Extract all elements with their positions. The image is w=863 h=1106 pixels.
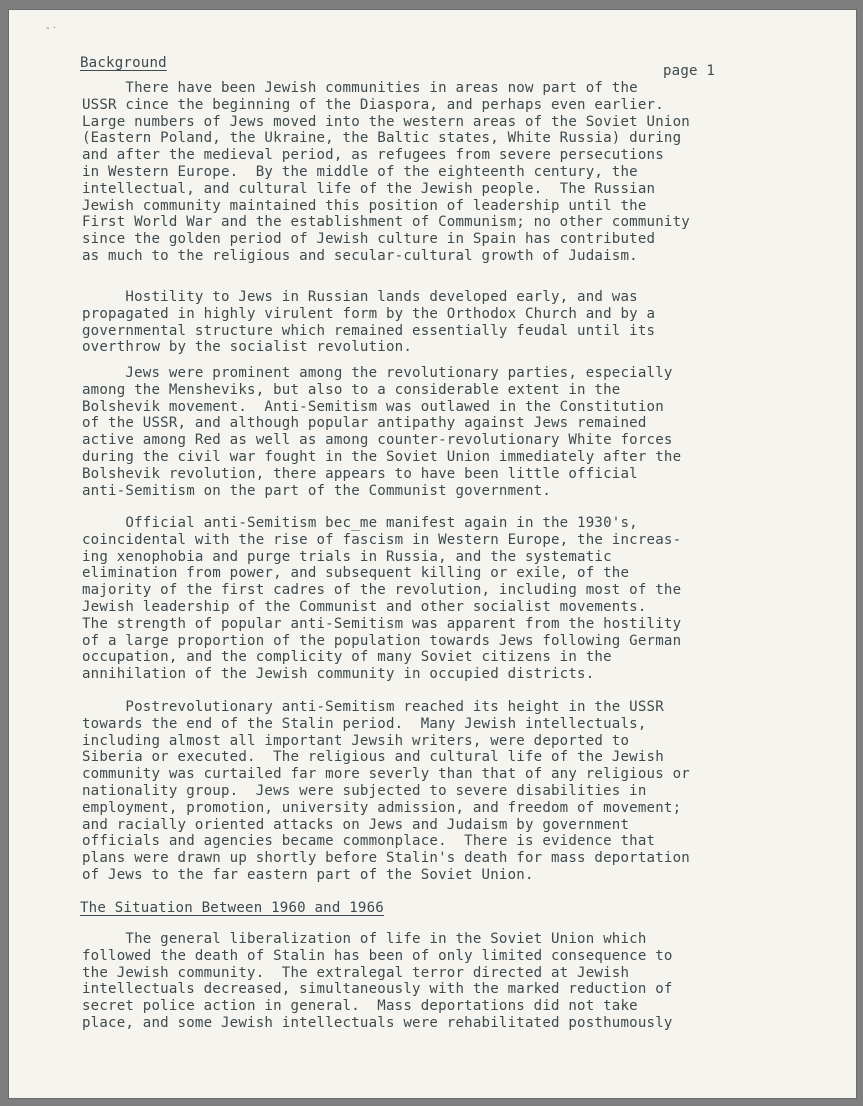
paragraph-postrevolutionary: Postrevolutionary anti-Semitism reached its height in the USSR towards the end of the Stalin period. Many Jewish intellectuals, including almost all important Jewsih writers, were deported to Siberia or executed. The religious and cultural life of the Jewish community was curtailed far more severly than that of any religious or nationality group. Jews were subjected to severe disabilities in employment, promotion, university admission, and freedom of movement; and racially oriented attacks on Jews and Judaism by government officials and agencies became commonplace. There is evidence that plans were drawn up shortly before Stalin's death for mass deportation of Jews to the far eastern part of the Soviet Union. [82, 699, 690, 883]
paragraph-official-antisemitism: Official anti-Semitism bec_me manifest again in the 1930's, coincidental with the rise of fascism in Western Europe, the increas- ing xenophobia and purge trials in Russia, and the systematic elimination from power, and subsequent killing or exile, of the majority of the first cadres of the revolution, including most of the Jewish leadership of the Communist and other socialist movements. The strength of popular anti-Semitism was apparent from the hostility of a large proportion of the population towards Jews following German occupation, and the complicity of many Soviet citizens in the annihilation of the Jewish community in occupied districts. [82, 515, 682, 683]
paragraph-revolutionary-parties: Jews were prominent among the revolutionary parties, especially among the Mensheviks, but also to a considerable extent in the Bolshevik movement. Anti-Semitism was outlawed in the Constitution of the USSR, and although popular antipathy against Jews remained active among Red as well as among counter-revolutionary White forces during the civil war fought in the Soviet Union immediately after the Bolshevik revolution, there appears to have been little official anti-Semitism on the part of the Communist government. [82, 365, 682, 499]
paragraph-liberalization: The general liberalization of life in the Soviet Union which followed the death of Stalin has been of only limited consequence to the Jewish community. The extralegal terror directed at Jewish intellectuals decreased, simultaneously with the marked reduction of secret police action in general. Mass deportations did not take place, and some Jewish intellectuals were rehabilitated posthumously [82, 931, 673, 1031]
section-heading-background: Background [80, 55, 167, 71]
section-heading-1960-1966: The Situation Between 1960 and 1966 [80, 900, 384, 916]
document-page [8, 9, 857, 1099]
paragraph-diaspora: There have been Jewish communities in areas now part of the USSR cince the beginning of the Diaspora, and perhaps even earlier. Large numbers of Jews moved into the western areas of the Soviet Union (Eastern Poland, the Ukraine, the Baltic states, White Russia) during and after the medieval period, as refugees from severe persecutions in Western Europe. By the middle of the eighteenth century, the intellectual, and cultural life of the Jewish people. The Russian Jewish community maintained this position of leadership until the First World War and the establishment of Communism; no other community since the golden period of Jewish culture in Spain has contributed as much to the religious and secular-cultural growth of Judaism. [82, 80, 690, 264]
corner-mark: - · [46, 23, 56, 34]
paragraph-hostility: Hostility to Jews in Russian lands developed early, and was propagated in highly virulent form by the Orthodox Church and by a governmental structure which remained essentially feudal until its overthrow by the socialist revolution. [82, 289, 656, 356]
page-number: page 1 [663, 63, 716, 79]
